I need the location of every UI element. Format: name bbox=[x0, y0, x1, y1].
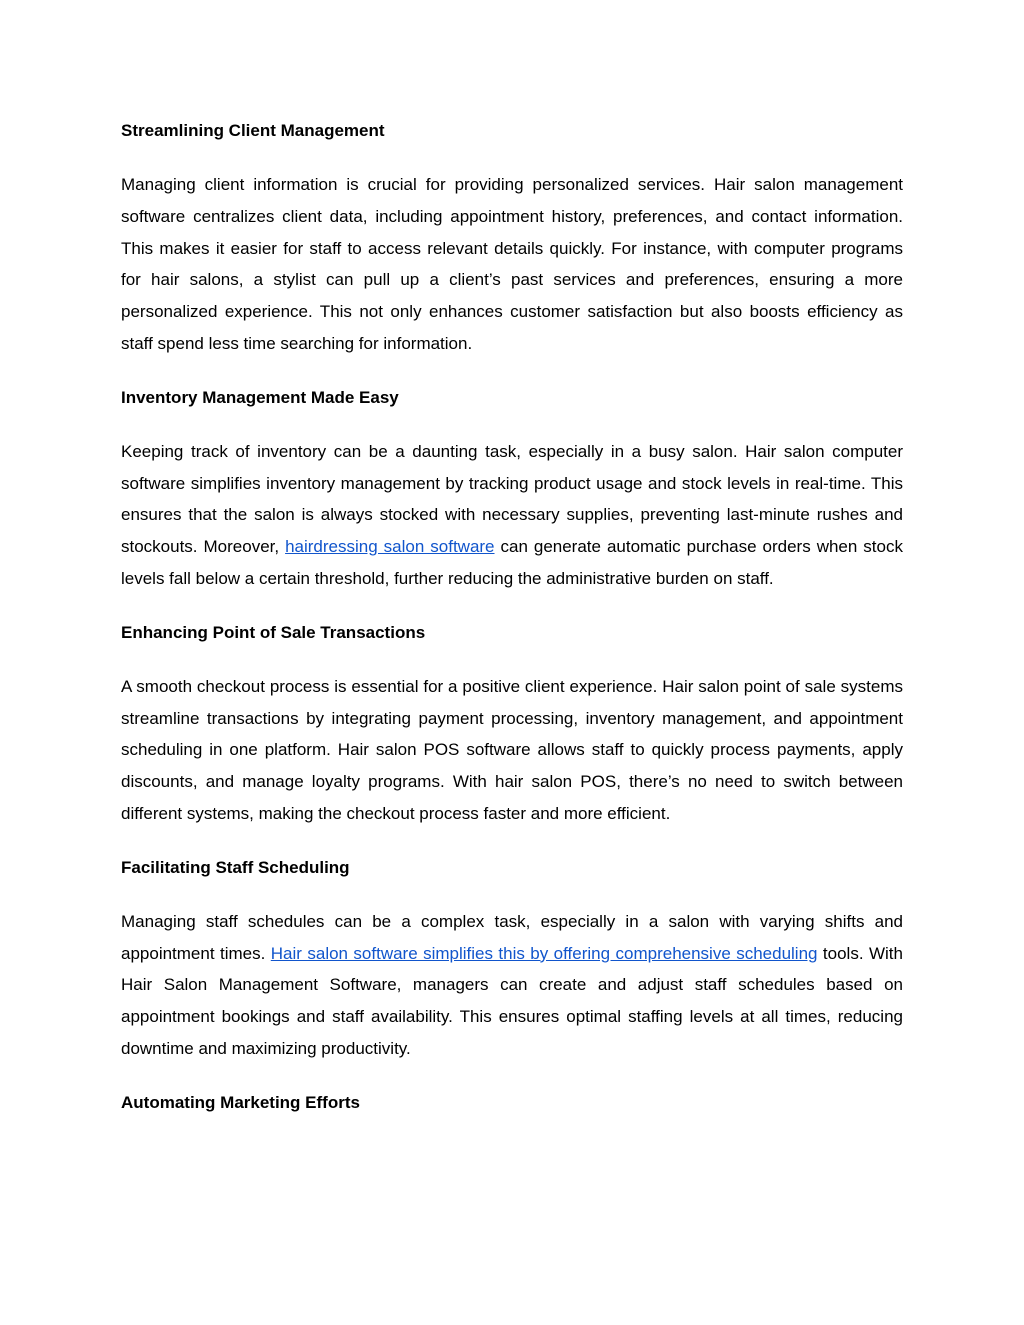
section-heading: Automating Marketing Efforts bbox=[121, 1092, 360, 1112]
section-paragraph bbox=[121, 671, 903, 830]
section-heading: Facilitating Staff Scheduling bbox=[121, 857, 350, 877]
section-paragraph bbox=[121, 169, 903, 360]
paragraph-text: A smooth checkout process is essential for a positive client experience. Hair salon point of sale systems streamline transactions by integrating payment processing, inventory management, and appointment scheduling in one platform. Hair salon POS software allows staff to quickly process payments, apply discounts, and manage loyalty programs. With hair salon POS, there’s no need to switch between different systems, making the checkout process faster and more efficient. bbox=[121, 676, 903, 823]
section-paragraph bbox=[121, 436, 903, 595]
scheduling-software-link[interactable]: Hair salon software simplifies this by offering comprehensive scheduling bbox=[270, 943, 818, 963]
section-paragraph bbox=[121, 906, 903, 1065]
hairdressing-salon-software-link[interactable]: hairdressing salon software bbox=[285, 537, 495, 557]
paragraph-text: Keeping track of inventory can be a daunting task, especially in a busy salon. Hair salon computer software simplifies inventory management by tracking product usage and stock levels in real-time. This ensures that the salon is always stocked with necessary supplies, preventing last-minute rushes and stockouts. Moreover, bbox=[121, 441, 903, 557]
paragraph-text: Managing client information is crucial for providing personalized services. Hair salon management software centralizes client data, including appointment history, preferences, and contact information. This makes it easier for staff to access relevant details quickly. For instance, with computer programs for hair salons, a stylist can pull up a client’s past services and preferences, ensuring a more personalized experience. This not only enhances customer satisfaction but also boosts efficiency as staff spend less time searching for information. bbox=[121, 175, 903, 353]
paragraph-text: can generate automatic purchase orders when stock levels fall below a certain threshold, further reducing the administrative burden on staff. bbox=[121, 537, 903, 588]
paragraph-text: Managing staff schedules can be a complex task, especially in a salon with varying shifts and appointment times. bbox=[121, 911, 903, 963]
section-heading: Streamlining Client Management bbox=[121, 121, 385, 140]
document-page bbox=[121, 117, 903, 1117]
paragraph-text: tools. With Hair Salon Management Software, managers can create and adjust staff schedules based on appointment bookings and staff availability. This ensures optimal staffing levels at all times, reducing downtime and maximizing productivity. bbox=[121, 943, 903, 1058]
section-heading: Enhancing Point of Sale Transactions bbox=[121, 622, 426, 642]
section-heading: Inventory Management Made Easy bbox=[121, 387, 399, 407]
